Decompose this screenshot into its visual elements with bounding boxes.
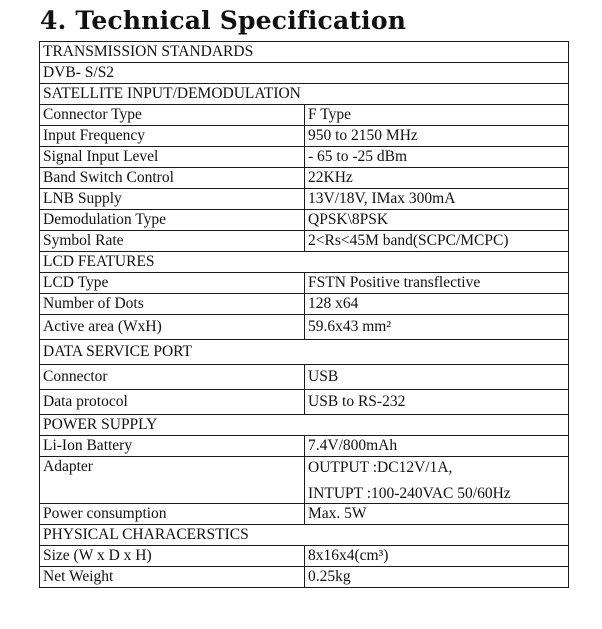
spec-label: Adapter bbox=[40, 457, 305, 504]
table-row bbox=[40, 84, 569, 105]
adapter-value bbox=[305, 457, 569, 504]
section-heading: DATA SERVICE PORT bbox=[40, 340, 569, 365]
table-row bbox=[40, 168, 569, 189]
section-heading: SATELLITE INPUT/DEMODULATION bbox=[40, 84, 569, 105]
transmission-standard: DVB- S/S2 bbox=[40, 63, 569, 84]
spec-label: Net Weight bbox=[40, 567, 305, 588]
table-row bbox=[40, 315, 569, 340]
table-row bbox=[40, 436, 569, 457]
spec-label: Data protocol bbox=[40, 390, 305, 415]
table-row bbox=[40, 546, 569, 567]
section-heading: PHYSICAL CHARACERSTICS bbox=[40, 525, 569, 546]
spec-label: Number of Dots bbox=[40, 294, 305, 315]
spec-value: - 65 to -25 dBm bbox=[305, 147, 569, 168]
spec-value: 8x16x4(cm³) bbox=[305, 546, 569, 567]
table-row bbox=[40, 365, 569, 390]
spec-value: Max. 5W bbox=[305, 504, 569, 525]
table-row bbox=[40, 63, 569, 84]
table-row bbox=[40, 457, 569, 504]
spec-label: Symbol Rate bbox=[40, 231, 305, 252]
spec-value: 22KHz bbox=[305, 168, 569, 189]
spec-label: Connector Type bbox=[40, 105, 305, 126]
adapter-input: INTUPT :100-240VAC 50/60Hz bbox=[308, 485, 511, 502]
table-row bbox=[40, 252, 569, 273]
spec-label: Signal Input Level bbox=[40, 147, 305, 168]
spec-value: 13V/18V, IMax 300mA bbox=[305, 189, 569, 210]
table-row bbox=[40, 210, 569, 231]
spec-label: Connector bbox=[40, 365, 305, 390]
spec-label: Power consumption bbox=[40, 504, 305, 525]
table-row bbox=[40, 504, 569, 525]
spec-value: 7.4V/800mAh bbox=[305, 436, 569, 457]
section-heading: LCD FEATURES bbox=[40, 252, 569, 273]
table-row bbox=[40, 273, 569, 294]
table-row bbox=[40, 294, 569, 315]
table-row bbox=[40, 340, 569, 365]
spec-label: Li-Ion Battery bbox=[40, 436, 305, 457]
spec-label: Size (W x D x H) bbox=[40, 546, 305, 567]
spec-value: 950 to 2150 MHz bbox=[305, 126, 569, 147]
adapter-output: OUTPUT :DC12V/1A, bbox=[308, 459, 453, 476]
table-row bbox=[40, 390, 569, 415]
spec-value: 128 x64 bbox=[305, 294, 569, 315]
table-row bbox=[40, 147, 569, 168]
spec-value: 59.6x43 mm² bbox=[305, 315, 569, 340]
spec-value: QPSK\8PSK bbox=[305, 210, 569, 231]
spec-value: F Type bbox=[305, 105, 569, 126]
spec-label: LCD Type bbox=[40, 273, 305, 294]
section-heading: POWER SUPPLY bbox=[40, 415, 569, 436]
spec-value: USB to RS-232 bbox=[305, 390, 569, 415]
spec-table bbox=[39, 41, 569, 588]
spec-label: Band Switch Control bbox=[40, 168, 305, 189]
spec-label: Demodulation Type bbox=[40, 210, 305, 231]
table-row bbox=[40, 415, 569, 436]
spec-value: 2<Rs<45M band(SCPC/MCPC) bbox=[305, 231, 569, 252]
table-row bbox=[40, 567, 569, 588]
spec-label: Input Frequency bbox=[40, 126, 305, 147]
table-row bbox=[40, 525, 569, 546]
spec-value: USB bbox=[305, 365, 569, 390]
section-title: 4. Technical Specification bbox=[40, 6, 407, 35]
table-row bbox=[40, 189, 569, 210]
table-row bbox=[40, 105, 569, 126]
spec-value: FSTN Positive transflective bbox=[305, 273, 569, 294]
table-row bbox=[40, 42, 569, 63]
spec-label: LNB Supply bbox=[40, 189, 305, 210]
spec-value: 0.25kg bbox=[305, 567, 569, 588]
table-row bbox=[40, 231, 569, 252]
table-row bbox=[40, 126, 569, 147]
spec-label: Active area (WxH) bbox=[40, 315, 305, 340]
section-heading: TRANSMISSION STANDARDS bbox=[40, 42, 569, 63]
